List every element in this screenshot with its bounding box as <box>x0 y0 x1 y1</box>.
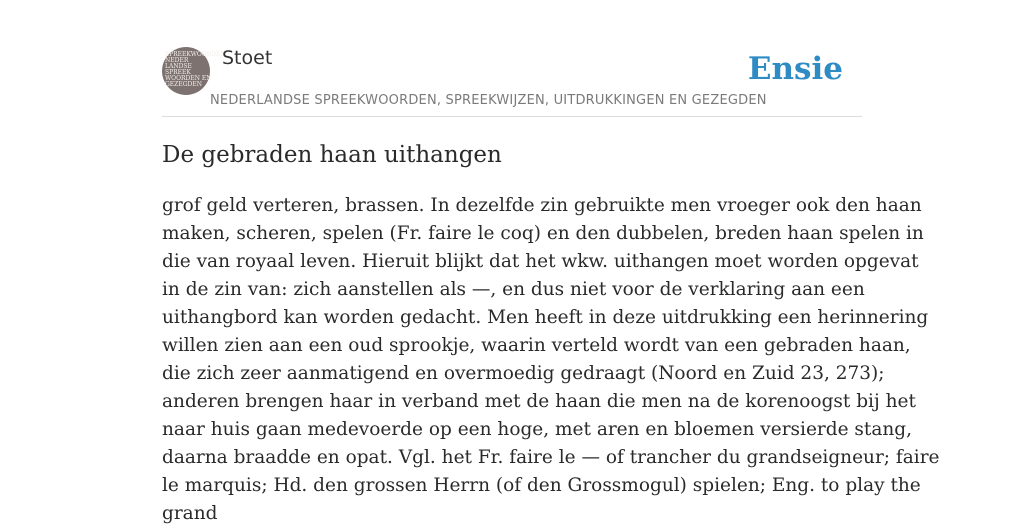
article-line: naar huis gaan medevoerde op een hoge, met aren en bloemen versierde stang, <box>162 419 913 440</box>
article-line: die zich zeer aanmatigend en overmoedig gedraagt (Noord en Zuid 23, 273); <box>162 363 885 384</box>
header <box>162 40 862 117</box>
source-logo-text: SPREEKWOORDEN NEDER LANDSE SPREEK WOORDEN EN GEZEGDEN <box>165 51 226 88</box>
article-title: De gebraden haan uithangen <box>162 142 502 168</box>
article-line: grand <box>162 503 218 524</box>
article-line: anderen brengen haar in verband met de haan die men na de korenoogst bij het <box>162 391 916 412</box>
article-line: daarna braadde en opat. Vgl. het Fr. faire le — of trancher du grandseigneur; faire <box>162 447 940 468</box>
article-line: willen zien aan een oud sprookje, waarin verteld wordt van een gebraden haan, <box>162 335 911 356</box>
article-line: maken, scheren, spelen (Fr. faire le coq) en den dubbelen, breden haan spelen in <box>162 223 924 244</box>
article-line: die van royaal leven. Hieruit blijkt dat het wkw. uithangen moet worden opgevat <box>162 251 919 272</box>
article-body <box>162 192 940 528</box>
source-logo[interactable] <box>162 47 226 95</box>
source-subtitle: NEDERLANDSE SPREEKWOORDEN, SPREEKWIJZEN, UITDRUKKINGEN EN GEZEGDEN <box>210 93 767 108</box>
source-name[interactable]: Stoet <box>222 47 273 69</box>
article-line: grof geld verteren, brassen. In dezelfde zin gebruikte men vroeger ook den haan <box>162 195 922 216</box>
article-line: in de zin van: zich aanstellen als —, en dus niet voor de verklaring aan een <box>162 279 865 300</box>
brand-logo[interactable]: Ensie <box>747 51 843 87</box>
article-line: le marquis; Hd. den grossen Herrn (of den Grossmogul) spielen; Eng. to play the <box>162 475 921 496</box>
article-line: uithangbord kan worden gedacht. Men heeft in deze uitdrukking een herinnering <box>162 307 929 328</box>
